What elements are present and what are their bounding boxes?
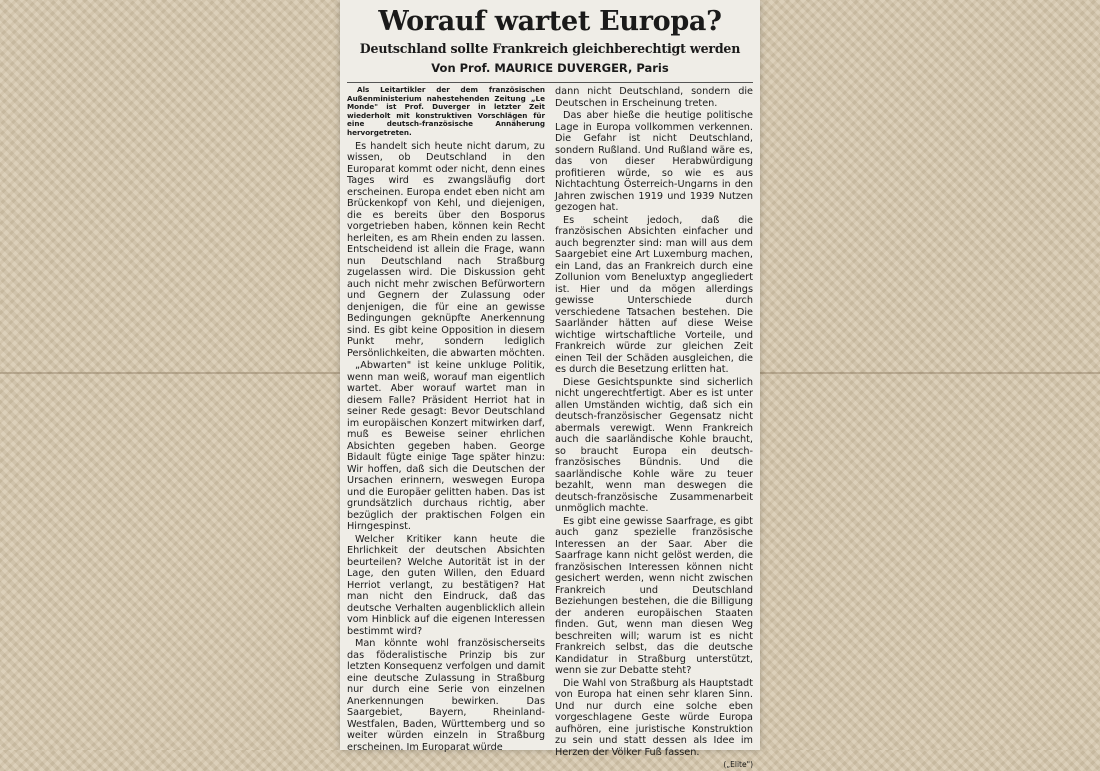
paragraph: Diese Gesichtspunkte sind sicherlich nicht ungerechtfertigt. Aber es ist unter allen Umständen wichtig, daß sich ein deutsch-französischer Gegensatz nicht abermals verewigt. Wenn Frankreich auch die saarländische Kohle braucht, so braucht Europa ein deutsch-französisches Bündnis. Und die saarländische Kohle wäre zu teuer bezahlt, wenn man deswegen die deutsch-französische Zusammenarbeit unmöglich machte. <box>555 376 753 514</box>
byline: Von Prof. MAURICE DUVERGER, Paris <box>431 61 669 75</box>
column-left <box>347 86 545 771</box>
article-body <box>347 86 753 771</box>
source-credit: („Elite") <box>723 760 753 769</box>
newspaper-clipping <box>340 0 760 769</box>
column-right <box>555 86 753 771</box>
paragraph: Die Wahl von Straßburg als Hauptstadt von Europa hat einen sehr klaren Sinn. Und nur durch eine solche eben vorgeschlagene Geste würde Europa aufhören, eine juristische Konstruktion zu sein und statt dessen als Idee im Herzen der Völker Fuß fassen. <box>555 677 753 758</box>
paragraph: „Abwarten" ist keine unkluge Politik, wenn man weiß, worauf man eigentlich wartet. Aber worauf wartet man in diesem Falle? Präsident Herriot hat in seiner Rede gesagt: Bevor Deutschland im europäischen Konzert mitwirken darf, muß es Beweise seiner ehrlichen Absichten gegeben haben. George Bidault fügte einige Tage später hinzu: Wir hoffen, daß sich die Deutschen der Ursachen erinnern, weswegen Europa und die Europäer gelitten haben. Das ist grundsätzlich durchaus richtig, aber bezüglich der praktischen Folgen ein Hirngespinst. <box>347 360 545 533</box>
paragraph: dann nicht Deutschland, sondern die Deutschen in Erscheinung treten. <box>555 86 753 109</box>
paragraph: Das aber hieße die heutige politische Lage in Europa vollkommen verkennen. Die Gefahr ist nicht Deutschland, sondern Rußland. Und Rußland wäre es, das von dieser Herabwürdigung profitieren würde, so wie es aus Nichtachtung Österreich-Ungarns in den Jahren zwischen 1919 und 1939 Nutzen gezogen hat. <box>555 110 753 213</box>
paragraph: Es gibt eine gewisse Saarfrage, es gibt auch ganz spezielle französische Interessen an der Saar. Aber die Saarfrage kann nicht gelöst werden, die französischen Interessen können nicht gesichert werden, wenn nicht zwischen Frankreich und Deutschland Beziehungen bestehen, die die Billigung der anderen europäischen Staaten finden. Gut, wenn man diesen Weg beschreiten will; warum ist es nicht Frankreich selbst, das die deutsche Kandidatur in Straßburg unterstützt, wenn sie zur Debatte steht? <box>555 515 753 676</box>
paragraph: Man könnte wohl französischerseits das föderalistische Prinzip bis zur letzten Konsequenz verfolgen und damit eine deutsche Zulassung in Straßburg nur durch eine Serie von einzelnen Anerkennungen bewirken. Das Saargebiet, Bayern, Rheinland-Westfalen, Baden, Württemberg und so weiter würden einzeln in Straßburg erscheinen. Im Europarat würde <box>347 638 545 753</box>
paragraph: Welcher Kritiker kann heute die Ehrlichkeit der deutschen Absichten beurteilen? Welche Autorität ist in der Lage, den guten Willen, den Eduard Herriot verlangt, zu bestätigen? Hat man nicht den Eindruck, daß das deutsche Verhalten augenblicklich allein vom Hinblick auf die eigenen Interessen bestimmt wird? <box>347 533 545 637</box>
paragraph: Es scheint jedoch, daß die französischen Absichten einfacher und auch begrenzter sind: man will aus dem Saargebiet eine Art Luxemburg machen, ein Land, das an Frankreich durch eine Zollunion vom Beneluxtyp angegliedert ist. Hier und da mögen allerdings gewisse Unterschiede durch verschiedene Tatsachen bestehen. Die Saarländer hätten auf diese Weise wichtige wirtschaftliche Vorteile, und Frankreich würde zur gleichen Zeit einen Teil der Schäden ausgleichen, die es durch die Besetzung erlitten hat. <box>555 214 753 375</box>
intro-paragraph: Als Leitartikler der dem französischen Außenministerium nahestehenden Zeitung „Le Monde" ist Prof. Duverger in letzter Zeit wiederholt mit konstruktiven Vorschlägen für eine deutsch-französische Annäherung hervorgetreten. <box>347 85 545 137</box>
subheadline: Deutschland sollte Frankreich gleichberechtigt werden <box>359 41 741 56</box>
paragraph: Es handelt sich heute nicht darum, zu wissen, ob Deutschland in den Europarat kommt oder nicht, denn eines Tages wird es zwangsläufig dort erscheinen. Europa endet eben nicht am Brückenkopf von Kehl, und diejenigen, die es bereits über den Bosporus vorgetrieben haben, können kein Recht herleiten, es am Rhein enden zu lassen. Entscheidend ist allein die Frage, wann nun Deutschland nach Straßburg zugelassen wird. Die Diskussion geht auch nicht mehr zwischen Befürwortern und Gegnern der Zulassung oder denjenigen, die für eine an gewisse Bedingungen geknüpfte Anerkennung sind. Es gibt keine Opposition in diesem Punkt mehr, sondern lediglich Persönlichkeiten, die abwarten möchten. <box>347 140 545 359</box>
headline: Worauf wartet Europa? <box>378 6 722 37</box>
divider <box>347 82 753 83</box>
